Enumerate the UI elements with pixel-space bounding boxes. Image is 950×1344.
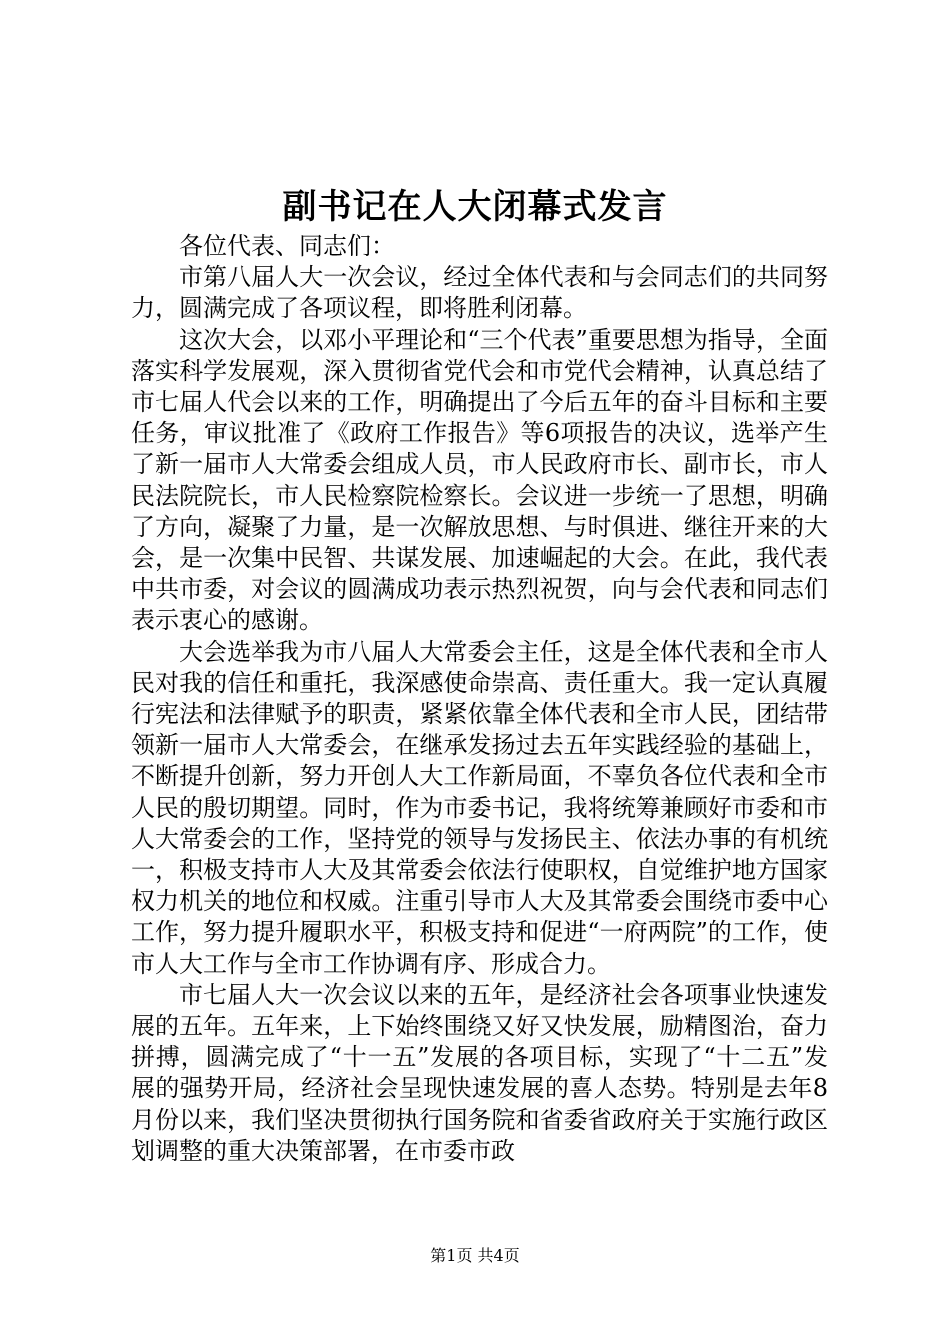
body-paragraph: 市第八届人大一次会议，经过全体代表和与会同志们的共同努力，圆满完成了各项议程，即将胜利闭幕。: [131, 263, 828, 323]
page-number-footer: 第1页 共4页: [430, 1246, 520, 1265]
document-title: 副书记在人大闭幕式发言: [282, 187, 668, 227]
body-paragraph: 市七届人大一次会议以来的五年，是经济社会各项事业快速发展的五年。五年来，上下始终围绕又好又快发展，励精图治，奋力拼搏，圆满完成了“十一五”发展的各项目标，实现了“十二五”发展的强势开局，经济社会呈现快速发展的喜人态势。特别是去年8月份以来，我们坚决贯彻执行国务院和省委省政府关于实施行政区划调整的重大决策部署，在市委市政: [131, 980, 828, 1165]
salutation-paragraph: 各位代表、同志们：: [179, 232, 395, 260]
body-paragraph: 这次大会，以邓小平理论和“三个代表”重要思想为指导，全面落实科学发展观，深入贯彻省党代会和市党代会精神，认真总结了市七届人代会以来的工作，明确提出了今后五年的奋斗目标和主要任务，审议批准了《政府工作报告》等6项报告的决议，选举产生了新一届市人大常委会组成人员，市人民政府市长、副市长，市人民法院院长，市人民检察院检察长。会议进一步统一了思想，明确了方向，凝聚了力量，是一次解放思想、与时俱进、继往开来的大会，是一次集中民智、共谋发展、加速崛起的大会。在此，我代表中共市委，对会议的圆满成功表示热烈祝贺，向与会代表和同志们表示衷心的感谢。: [131, 325, 828, 635]
body-paragraph: 大会选举我为市八届人大常委会主任，这是全体代表和全市人民对我的信任和重托，我深感使命崇高、责任重大。我一定认真履行宪法和法律赋予的职责，紧紧依靠全体代表和全市人民，团结带领新一届市人大常委会，在继承发扬过去五年实践经验的基础上，不断提升创新，努力开创人大工作新局面，不辜负各位代表和全市人民的殷切期望。同时，作为市委书记，我将统筹兼顾好市委和市人大常委会的工作，坚持党的领导与发扬民主、依法办事的有机统一，积极支持市人大及其常委会依法行使职权，自觉维护地方国家权力机关的地位和权威。注重引导市人大及其常委会围绕市委中心工作，努力提升履职水平，积极支持和促进“一府两院”的工作，使市人大工作与全市工作协调有序、形成合力。: [131, 637, 828, 978]
document-body: [131, 231, 828, 1167]
